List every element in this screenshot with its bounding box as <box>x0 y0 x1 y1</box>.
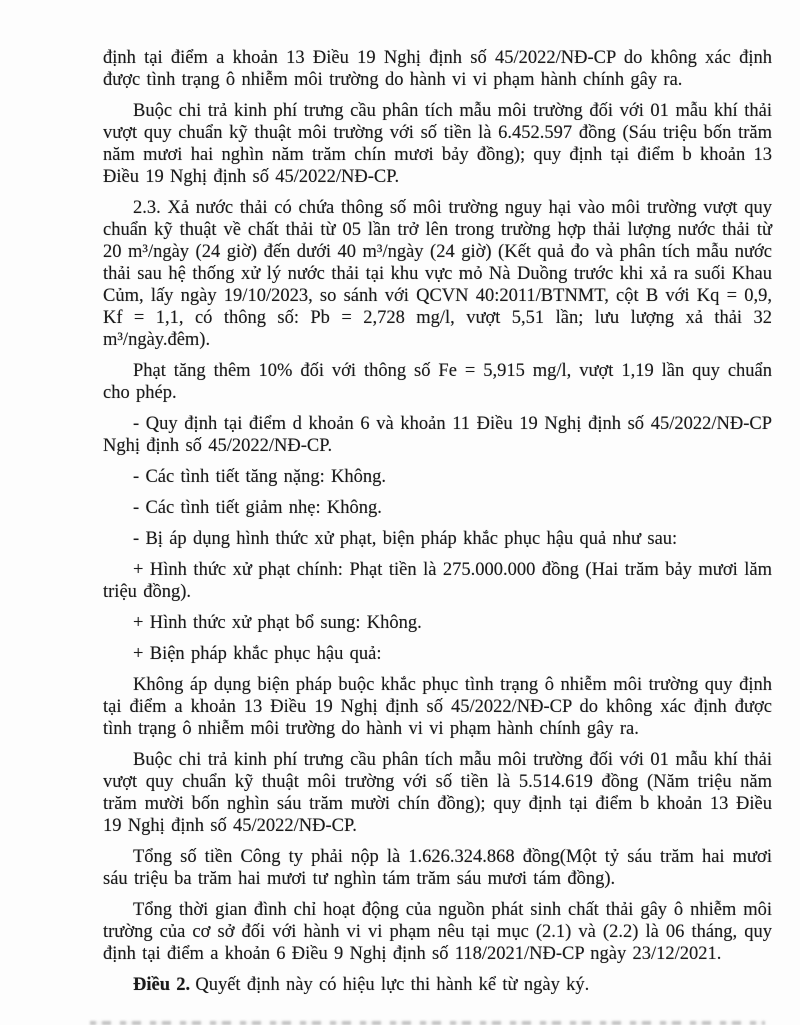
article-2-label: Điều 2. <box>133 975 191 995</box>
paragraph: định tại điểm a khoản 13 Điều 19 Nghị định số 45/2022/NĐ-CP do không xác định được tình trạng ô nhiễm môi trường do hành vi vi phạm hành chính gây ra. <box>103 48 772 90</box>
paragraph-total-amount: Tổng số tiền Công ty phải nộp là 1.626.324.868 đồng(Một tỷ sáu trăm hai mươi sáu triệu ba trăm hai mươi tư nghìn tám trăm sáu mươi tám đồng). <box>103 847 772 889</box>
paragraph: Phạt tăng thêm 10% đối với thông số Fe = 5,915 mg/l, vượt 1,19 lần quy chuẩn cho phép. <box>103 361 772 403</box>
article-2-heading <box>103 974 772 996</box>
paragraph-suspension-duration: Tổng thời gian đình chỉ hoạt động của nguồn phát sinh chất thải gây ô nhiễm môi trường của cơ sở đối với hành vi vi phạm nêu tại mục (2.1) và (2.2) là 06 tháng, quy định tại điểm a khoản 6 Điều 9 Nghị định số 118/2021/NĐ-CP ngày 23/12/2021. <box>103 900 772 964</box>
clipped-next-line-artifact <box>90 1021 765 1025</box>
paragraph: - Bị áp dụng hình thức xử phạt, biện pháp khắc phục hậu quả như sau: <box>133 529 678 549</box>
paragraph-section-2-3: 2.3. Xả nước thải có chứa thông số môi trường nguy hại vào môi trường vượt quy chuẩn kỹ thuật về chất thải từ 05 lần trở lên trong trường hợp thải lượng nước thải từ 20 m³/ngày (24 giờ) đến dưới 40 m³/ngày (24 giờ) (Kết quả đo và phân tích mẫu nước thải sau hệ thống xử lý nước thải tại khu vực mỏ Nà Duồng trước khi xả ra suối Khau Củm, lấy ngày 19/10/2023, so sánh với QCVN 40:2011/BTNMT, cột B với Kq = 0,9, Kf = 1,1, có thông số: Pb = 2,728 mg/l, vượt 5,51 lần; lưu lượng xả thải 32 m³/ngày.đêm). <box>103 198 772 350</box>
paragraph: + Hình thức xử phạt bổ sung: Không. <box>133 613 422 633</box>
paragraph: Buộc chi trả kinh phí trưng cầu phân tích mẫu môi trường đối với 01 mẫu khí thải vượt quy chuẩn kỹ thuật môi trường với số tiền là 6.452.597 đồng (Sáu triệu bốn trăm năm mươi hai nghìn năm trăm chín mươi bảy đồng); quy định tại điểm b khoản 13 Điều 19 Nghị định số 45/2022/NĐ-CP. <box>103 101 772 187</box>
paragraph: + Hình thức xử phạt chính: Phạt tiền là 275.000.000 đồng (Hai trăm bảy mươi lăm triệu đồng). <box>103 560 772 602</box>
paragraph: - Các tình tiết giảm nhẹ: Không. <box>133 498 382 518</box>
article-2-text: Quyết định này có hiệu lực thi hành kể từ ngày ký. <box>195 975 590 995</box>
paragraph: Buộc chi trả kinh phí trưng cầu phân tích mẫu môi trường đối với 01 mẫu khí thải vượt quy chuẩn kỹ thuật môi trường với số tiền là 5.514.619 đồng (Năm triệu năm trăm mười bốn nghìn sáu trăm mười chín đồng); quy định tại điểm b khoản 13 Điều 19 Nghị định số 45/2022/NĐ-CP. <box>103 750 772 836</box>
paragraph: + Biện pháp khắc phục hậu quả: <box>133 644 382 664</box>
paragraph: Không áp dụng biện pháp buộc khắc phục tình trạng ô nhiễm môi trường quy định tại điểm a khoản 13 Điều 19 Nghị định số 45/2022/NĐ-CP do không xác định được tình trạng ô nhiễm môi trường do hành vi vi phạm hành chính gây ra. <box>103 675 772 739</box>
paragraph: - Các tình tiết tăng nặng: Không. <box>133 467 387 487</box>
paragraph: - Quy định tại điểm d khoản 6 và khoản 11 Điều 19 Nghị định số 45/2022/NĐ-CP Nghị định số 45/2022/NĐ-CP. <box>103 414 772 456</box>
